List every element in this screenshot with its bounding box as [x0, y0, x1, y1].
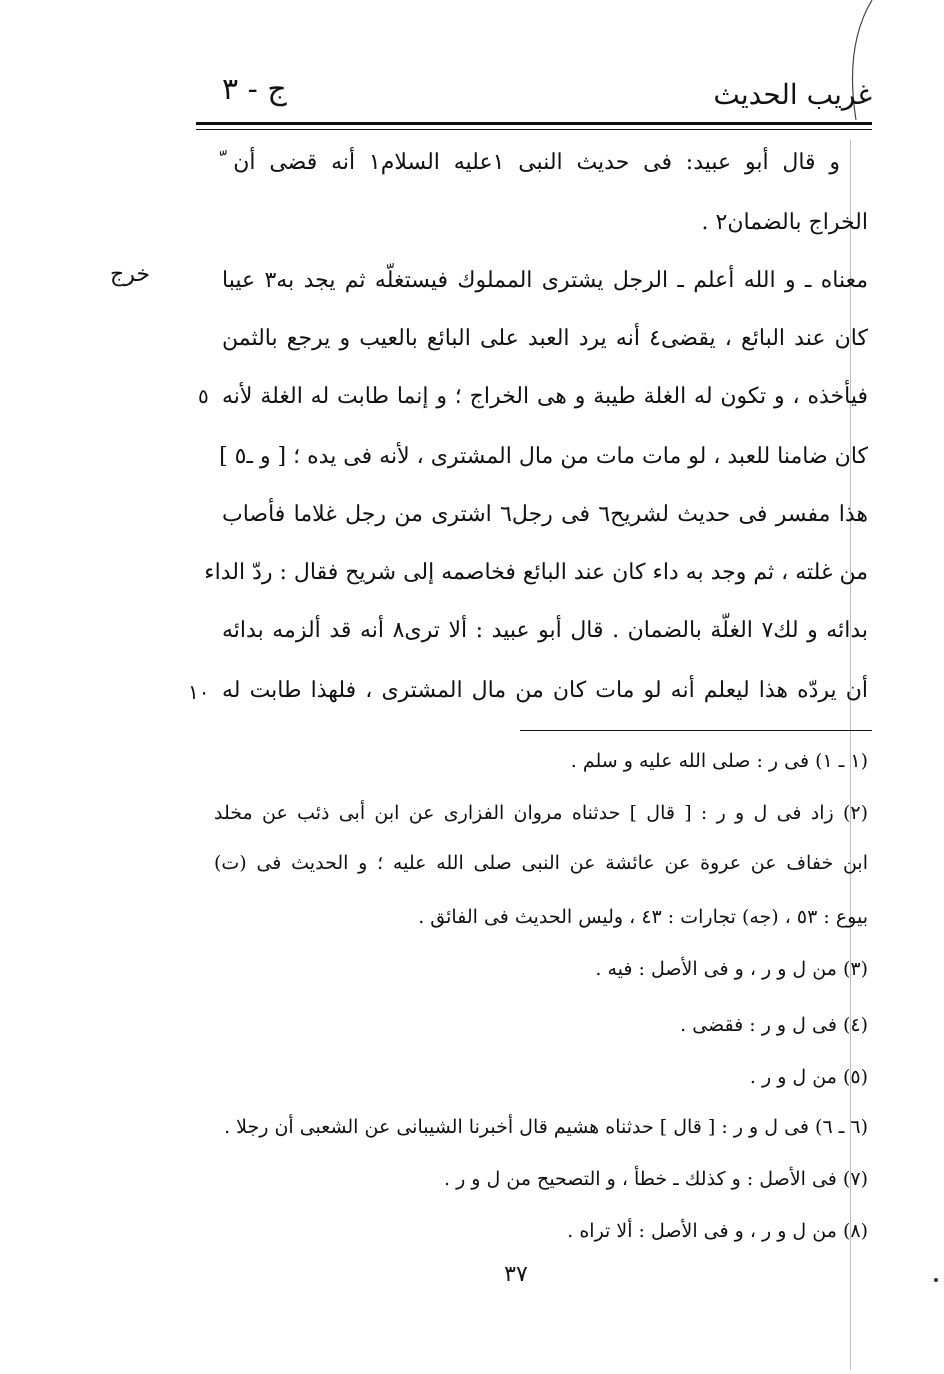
margin-keyword: خرج [110, 262, 150, 287]
volume-label: ج - ٣ [222, 72, 287, 107]
running-title: غريب الحديث [713, 78, 872, 111]
body-line-4: كان عند البائع ، يقضى٤ أنه يرد العبد على البائع بالعيب و يرجع بالثمن [222, 326, 868, 351]
body-line-6: كان ضامنا للعبد ، لو مات مات من مال المشترى ، لأنه فى يده ؛ [ و ـ٥ ] [219, 444, 868, 469]
footnote-6: (٦ ـ ٦) فى ل و ر : [ قال ] حدثناه هشيم قال أخبرنا الشيبانى عن الشعبى أن رجلا . [224, 1116, 868, 1138]
body-line-8: من غلته ، ثم وجد به داء كان عند البائع فخاصمه إلى شريح فقال : ردّ الداء [204, 560, 868, 585]
footnote-3: (٣) من ل و ر ، و فى الأصل : فيه . [595, 958, 868, 980]
body-line-5: فيأخذه ، و تكون له الغلة طيبة و هى الخراج ؛ و إنما طابت له الغلة لأنه [222, 384, 868, 409]
header-rule-thin [196, 129, 872, 130]
footnote-4: (٤) فى ل و ر : فقضى . [680, 1014, 868, 1036]
scan-speck [934, 1278, 938, 1282]
footnote-1: (١ ـ ١) فى ر : صلى الله عليه و سلم . [570, 750, 868, 772]
footnote-2-cont-1: ابن خفاف عن عروة عن عائشة عن النبى صلى الله عليه ؛ و الحديث فى (ت) [214, 852, 868, 874]
body-line-10: أن يردّه هذا ليعلم أنه لو مات كان من مال المشترى ، فلهذا طابت له [222, 678, 868, 703]
footnote-2: (٢) زاد فى ل و ر : [ قال ] حدثناه مروان الفزارى عن ابن أبى ذئب عن مخلد [214, 802, 868, 824]
footnote-5: (٥) من ل و ر . [749, 1066, 868, 1088]
line-number-5: ٥ [198, 384, 209, 408]
body-line-3: معناه ـ و الله أعلم ـ الرجل يشترى المملوك فيستغلّه ثم يجد به٣ عيبا [222, 268, 868, 293]
page-number: ٣٧ [504, 1262, 528, 1287]
footnote-8: (٨) من ل و ر ، و فى الأصل : ألا تراه . [567, 1220, 868, 1242]
body-line-1: و قال أبو عبيد: فى حديث النبى ١عليه السلام١ أنه قضى أن ّ [220, 150, 840, 175]
footnote-separator [520, 730, 872, 731]
header-rule-thick [196, 122, 872, 125]
body-line-2: الخراج بالضمان٢ . [701, 210, 868, 235]
footnote-7: (٧) فى الأصل : و كذلك ـ خطأ ، و التصحيح من ل و ر . [444, 1168, 868, 1190]
body-line-9: بدائه و لك٧ الغلّة بالضمان . قال أبو عبيد : ألا ترى٨ أنه قد ألزمه بدائه [222, 618, 868, 643]
body-line-7: هذا مفسر فى حديث لشريح٦ فى رجل٦ اشترى من رجل غلاما فأصاب [222, 502, 868, 527]
line-number-10: ١٠ [188, 680, 210, 704]
footnote-2-cont-2: بيوع : ٥٣ ، (جه) تجارات : ٤٣ ، وليس الحديث فى الفائق . [418, 906, 868, 928]
